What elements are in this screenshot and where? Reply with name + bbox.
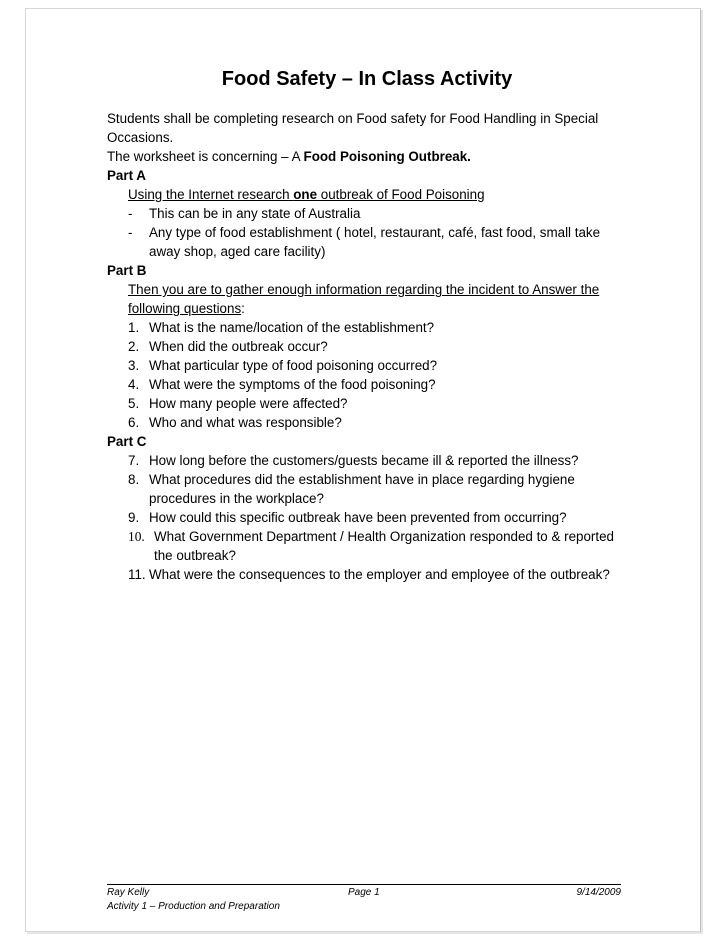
question-item — [107, 470, 627, 508]
footer-author: Ray Kelly — [107, 887, 150, 898]
question-text: How many people were affected? — [149, 396, 348, 411]
question-text: How could this specific outbreak have been prevented from occurring? — [149, 510, 567, 525]
question-text: What procedures did the establishment have in place regarding hygiene procedures in the workplace? — [149, 472, 575, 506]
question-text: Who and what was responsible? — [149, 415, 342, 430]
dash-marker: - — [128, 225, 133, 240]
question-number: 6. — [128, 415, 140, 430]
dash-marker: - — [128, 206, 133, 221]
question-item — [107, 508, 627, 527]
question-item — [107, 356, 627, 375]
question-number: 1. — [128, 320, 140, 335]
question-number: 2. — [128, 339, 140, 354]
part-a-instruction-suffix: outbreak of Food Poisoning — [317, 187, 485, 202]
part-a-heading: Part A — [107, 168, 146, 183]
footer-page-number: Page 1 — [348, 887, 380, 898]
intro-worksheet-line — [107, 147, 627, 166]
intro-text: Students shall be completing research on Food safety for Food Handling in Special Occasions. — [107, 111, 599, 145]
part-b-instruction-underlined: Then you are to gather enough information regarding the incident to Answer the following questions — [128, 282, 600, 316]
question-text: When did the outbreak occur? — [149, 339, 328, 354]
question-number: 3. — [128, 358, 140, 373]
footer-course: Activity 1 – Production and Preparation — [107, 901, 280, 912]
intro-worksheet-prefix: The worksheet is concerning – A — [107, 149, 304, 164]
question-item — [107, 394, 627, 413]
footer-row — [107, 886, 621, 900]
part-b-heading: Part B — [107, 263, 147, 278]
question-text: What were the consequences to the employer and employee of the outbreak? — [149, 567, 610, 582]
part-a-instruction-prefix: Using the Internet research — [128, 187, 294, 202]
question-number: 7. — [128, 453, 140, 468]
page-footer — [107, 884, 621, 914]
question-number: 9. — [128, 510, 140, 525]
question-item — [107, 527, 627, 565]
part-a-instruction — [107, 185, 627, 204]
question-number: 4. — [128, 377, 140, 392]
footer-date: 9/14/2009 — [576, 887, 621, 898]
question-number: 10. — [128, 529, 145, 544]
part-a-bullet-text: Any type of food establishment ( hotel, restaurant, café, fast food, small take away shop, aged care facility) — [149, 225, 601, 259]
part-a-bullet-text: This can be in any state of Australia — [149, 206, 361, 221]
question-item — [107, 318, 627, 337]
question-text: What Government Department / Health Organization responded to & reported the outbreak? — [154, 529, 614, 563]
page-title: Food Safety – In Class Activity — [221, 68, 513, 90]
part-b-instruction-tail: : — [241, 301, 245, 316]
part-a-instruction-bold: one — [293, 187, 318, 202]
part-c-heading: Part C — [107, 434, 147, 449]
question-item — [107, 413, 627, 432]
question-number: 11. — [128, 567, 146, 582]
question-number: 5. — [128, 396, 140, 411]
question-text: What particular type of food poisoning occurred? — [149, 358, 438, 373]
question-number: 8. — [128, 472, 140, 487]
document-body — [107, 66, 627, 584]
part-a-bullet — [107, 223, 627, 261]
question-text: What were the symptoms of the food poisoning? — [149, 377, 436, 392]
question-item — [107, 337, 627, 356]
question-item — [107, 375, 627, 394]
question-text: What is the name/location of the establishment? — [149, 320, 435, 335]
question-item — [107, 565, 627, 584]
part-a-bullet — [107, 204, 627, 223]
question-item — [107, 451, 627, 470]
part-b-instruction — [107, 280, 627, 318]
intro-worksheet-topic: Food Poisoning Outbreak. — [303, 149, 471, 164]
question-text: How long before the customers/guests became ill & reported the illness? — [149, 453, 579, 468]
